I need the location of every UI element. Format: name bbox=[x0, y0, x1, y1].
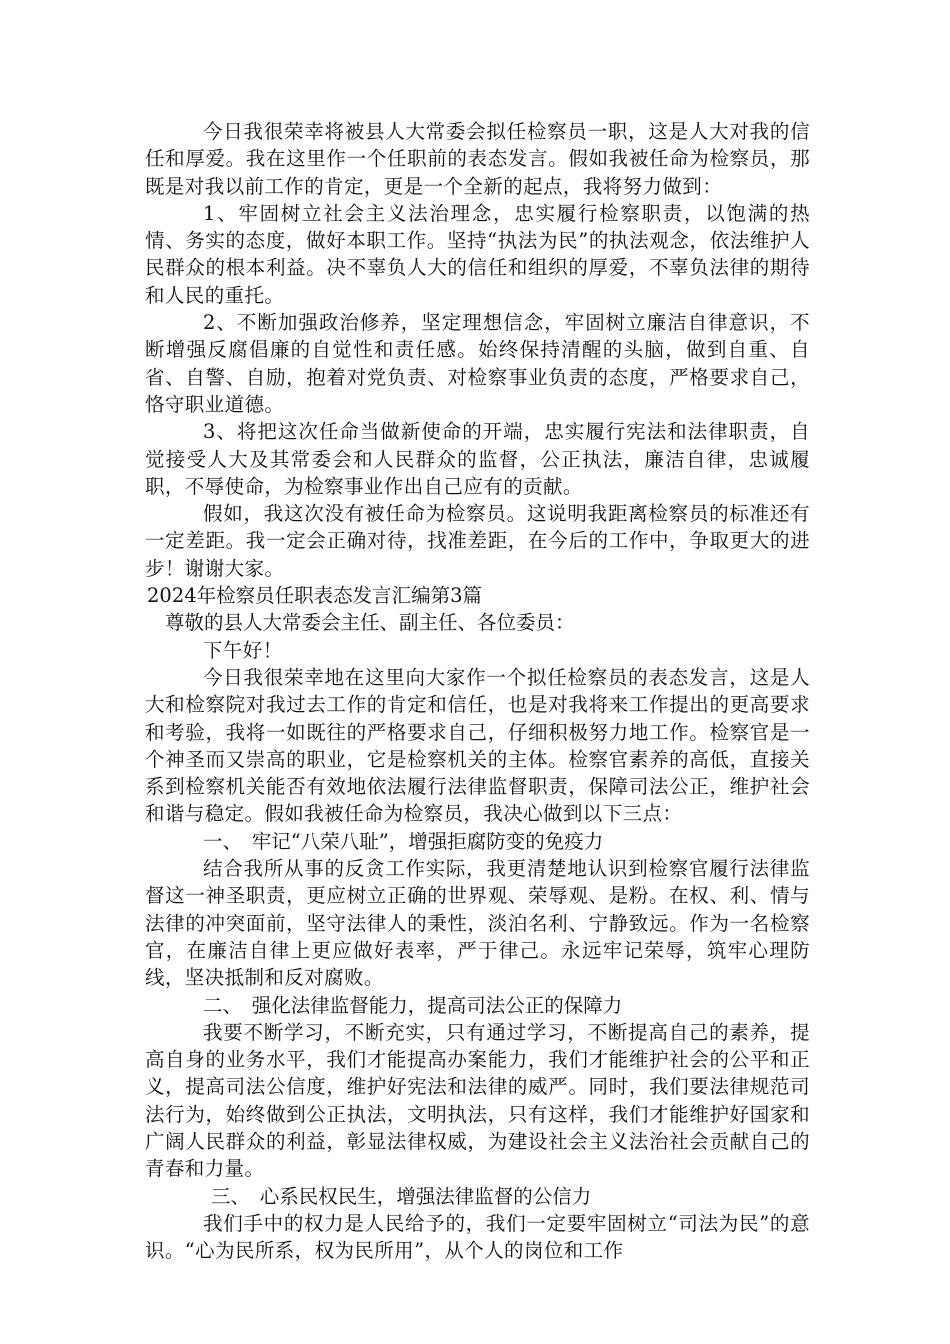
paragraph-sub-1: 结合我所从事的反贪工作实际，我更清楚地认识到检察官履行法律监督这一神圣职责，更应树立正确的世界观、荣辱观、是粉。在权、利、情与法律的冲突面前，坚守法律人的秉性，淡泊名利、宁静致远。作为一名检察官，在廉洁自律上更应做好表率，严于律己。永远牢记荣辱，筑牢心理防线，坚决抵制和反对腐败。 bbox=[145, 857, 810, 990]
paragraph-sub-3: 我们手中的权力是人民给予的，我们一定要牢固树立“司法为民”的意识。“心为民所系，权为民所用”，从个人的岗位和工作 bbox=[145, 1211, 810, 1263]
salutation: 尊敬的县人大常委会主任、副主任、各位委员： bbox=[165, 611, 575, 635]
subheading-1: 一、 牢记“八荣八耻”，增强拒腐防变的免疫力 bbox=[203, 829, 604, 853]
greeting: 下午好！ bbox=[203, 638, 283, 662]
subheading-2: 二、 强化法律监督能力，提高司法公正的保障力 bbox=[203, 993, 623, 1017]
paragraph-speech-intro: 今日我很荣幸地在这里向大家作一个拟任检察员的表态发言，这是人大和检察院对我过去工作的肯定和信任，也是对我将来工作提出的更高要求和考验，我将一如既往的严格要求自己，仔细积极努力地工作。检察官是一个神圣而又崇高的职业，它是检察机关的主体。检察官素养的高低，直接关系到检察机关能否有效地依法履行法律监督职责，保障司法公正，维护社会和谐与稳定。假如我被任命为检察员，我决心做到以下三点： bbox=[145, 665, 810, 826]
paragraph-intro: 今日我很荣幸将被县人大常委会拟任检察员一职，这是人大对我的信任和厚爱。我在这里作一个任职前的表态发言。假如我被任命为检察员，那既是对我以前工作的肯定，更是一个全新的起点，我将努力做到： bbox=[145, 120, 810, 198]
subheading-3: 三、 心系民权民生，增强法律监督的公信力 bbox=[211, 1184, 592, 1208]
paragraph-sub-2: 我要不断学习，不断充实，只有通过学习，不断提高自己的素养，提高自身的业务水平，我们才能提高办案能力，我们才能维护社会的公平和正义，提高司法公信度，维护好宪法和法律的威严。同时，我们要法律规范司法行为，始终做到公正执法，文明执法，只有这样，我们才能维护好国家和广阔人民群众的利益，彰显法律权威，为建设社会主义法治社会贡献自己的青春和力量。 bbox=[145, 1020, 810, 1181]
paragraph-point-3: 3、将把这次任命当做新使命的开端，忠实履行宪法和法律职责，自觉接受人大及其常委会和人民群众的监督，公正执法，廉洁自律，忠诚履职，不辱使命，为检察事业作出自己应有的贡献。 bbox=[145, 420, 810, 498]
paragraph-point-1: 1、牢固树立社会主义法治理念，忠实履行检察职责，以饱满的热情、务实的态度，做好本职工作。坚持“执法为民”的执法观念，依法维护人民群众的根本利益。决不辜负人大的信任和组织的厚爱，不辜负法律的期待和人民的重托。 bbox=[145, 201, 810, 307]
section-heading: 2024年检察员任职表态发言汇编第3篇 bbox=[147, 584, 483, 608]
paragraph-closing: 假如，我这次没有被任命为检察员。这说明我距离检察员的标准还有一定差距。我一定会正确对待，找准差距，在今后的工作中，争取更大的进步！谢谢大家。 bbox=[145, 502, 810, 580]
document-body bbox=[145, 118, 810, 1264]
paragraph-point-2: 2、不断加强政治修养，坚定理想信念，牢固树立廉洁自律意识，不断增强反腐倡廉的自觉性和责任感。始终保持清醒的头脑，做到自重、自省、自警、自励，抱着对党负责、对检察事业负责的态度，严格要求自己，恪守职业道德。 bbox=[145, 311, 810, 416]
